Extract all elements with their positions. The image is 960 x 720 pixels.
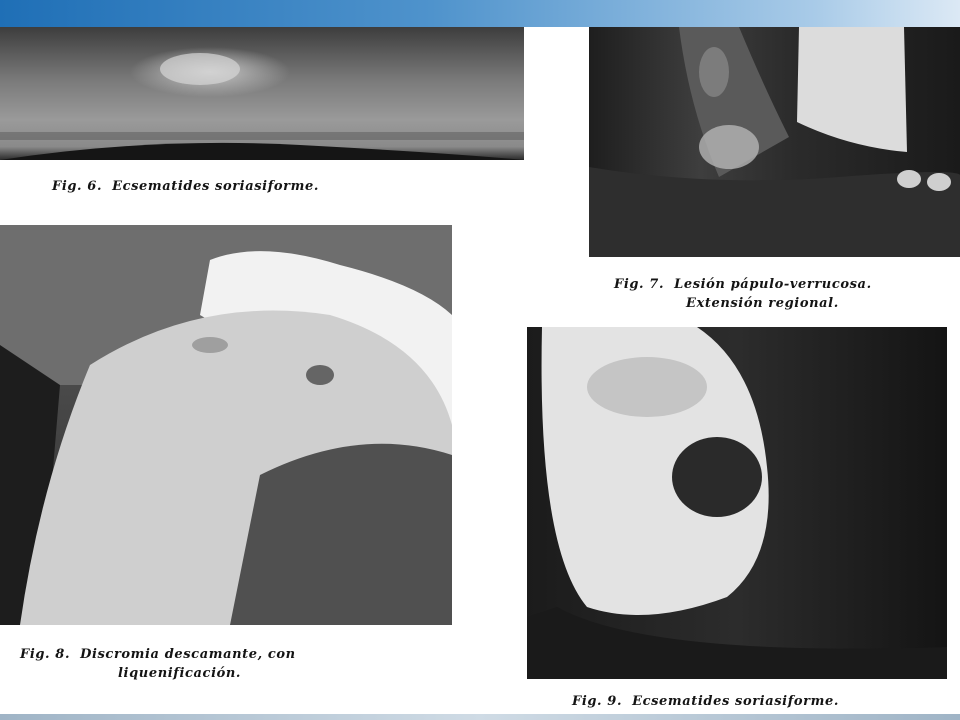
footer-line — [0, 714, 960, 720]
figure-9-photo — [527, 327, 947, 679]
figure-6-caption: Fig. 6. Ecsematides soriasiforme. — [52, 179, 319, 194]
figure-7-caption: Fig. 7. Lesión pápulo-verrucosa. Extensión regional. — [614, 277, 872, 311]
figure-8-photo — [0, 225, 452, 625]
figure-9-caption: Fig. 9. Ecsematides soriasiforme. — [572, 694, 839, 709]
figure-7-photo — [589, 27, 960, 257]
header-bar — [0, 0, 960, 27]
figure-8-caption: Fig. 8. Discromia descamante, con liquenificación. — [20, 647, 296, 681]
figure-6-photo — [0, 27, 524, 160]
